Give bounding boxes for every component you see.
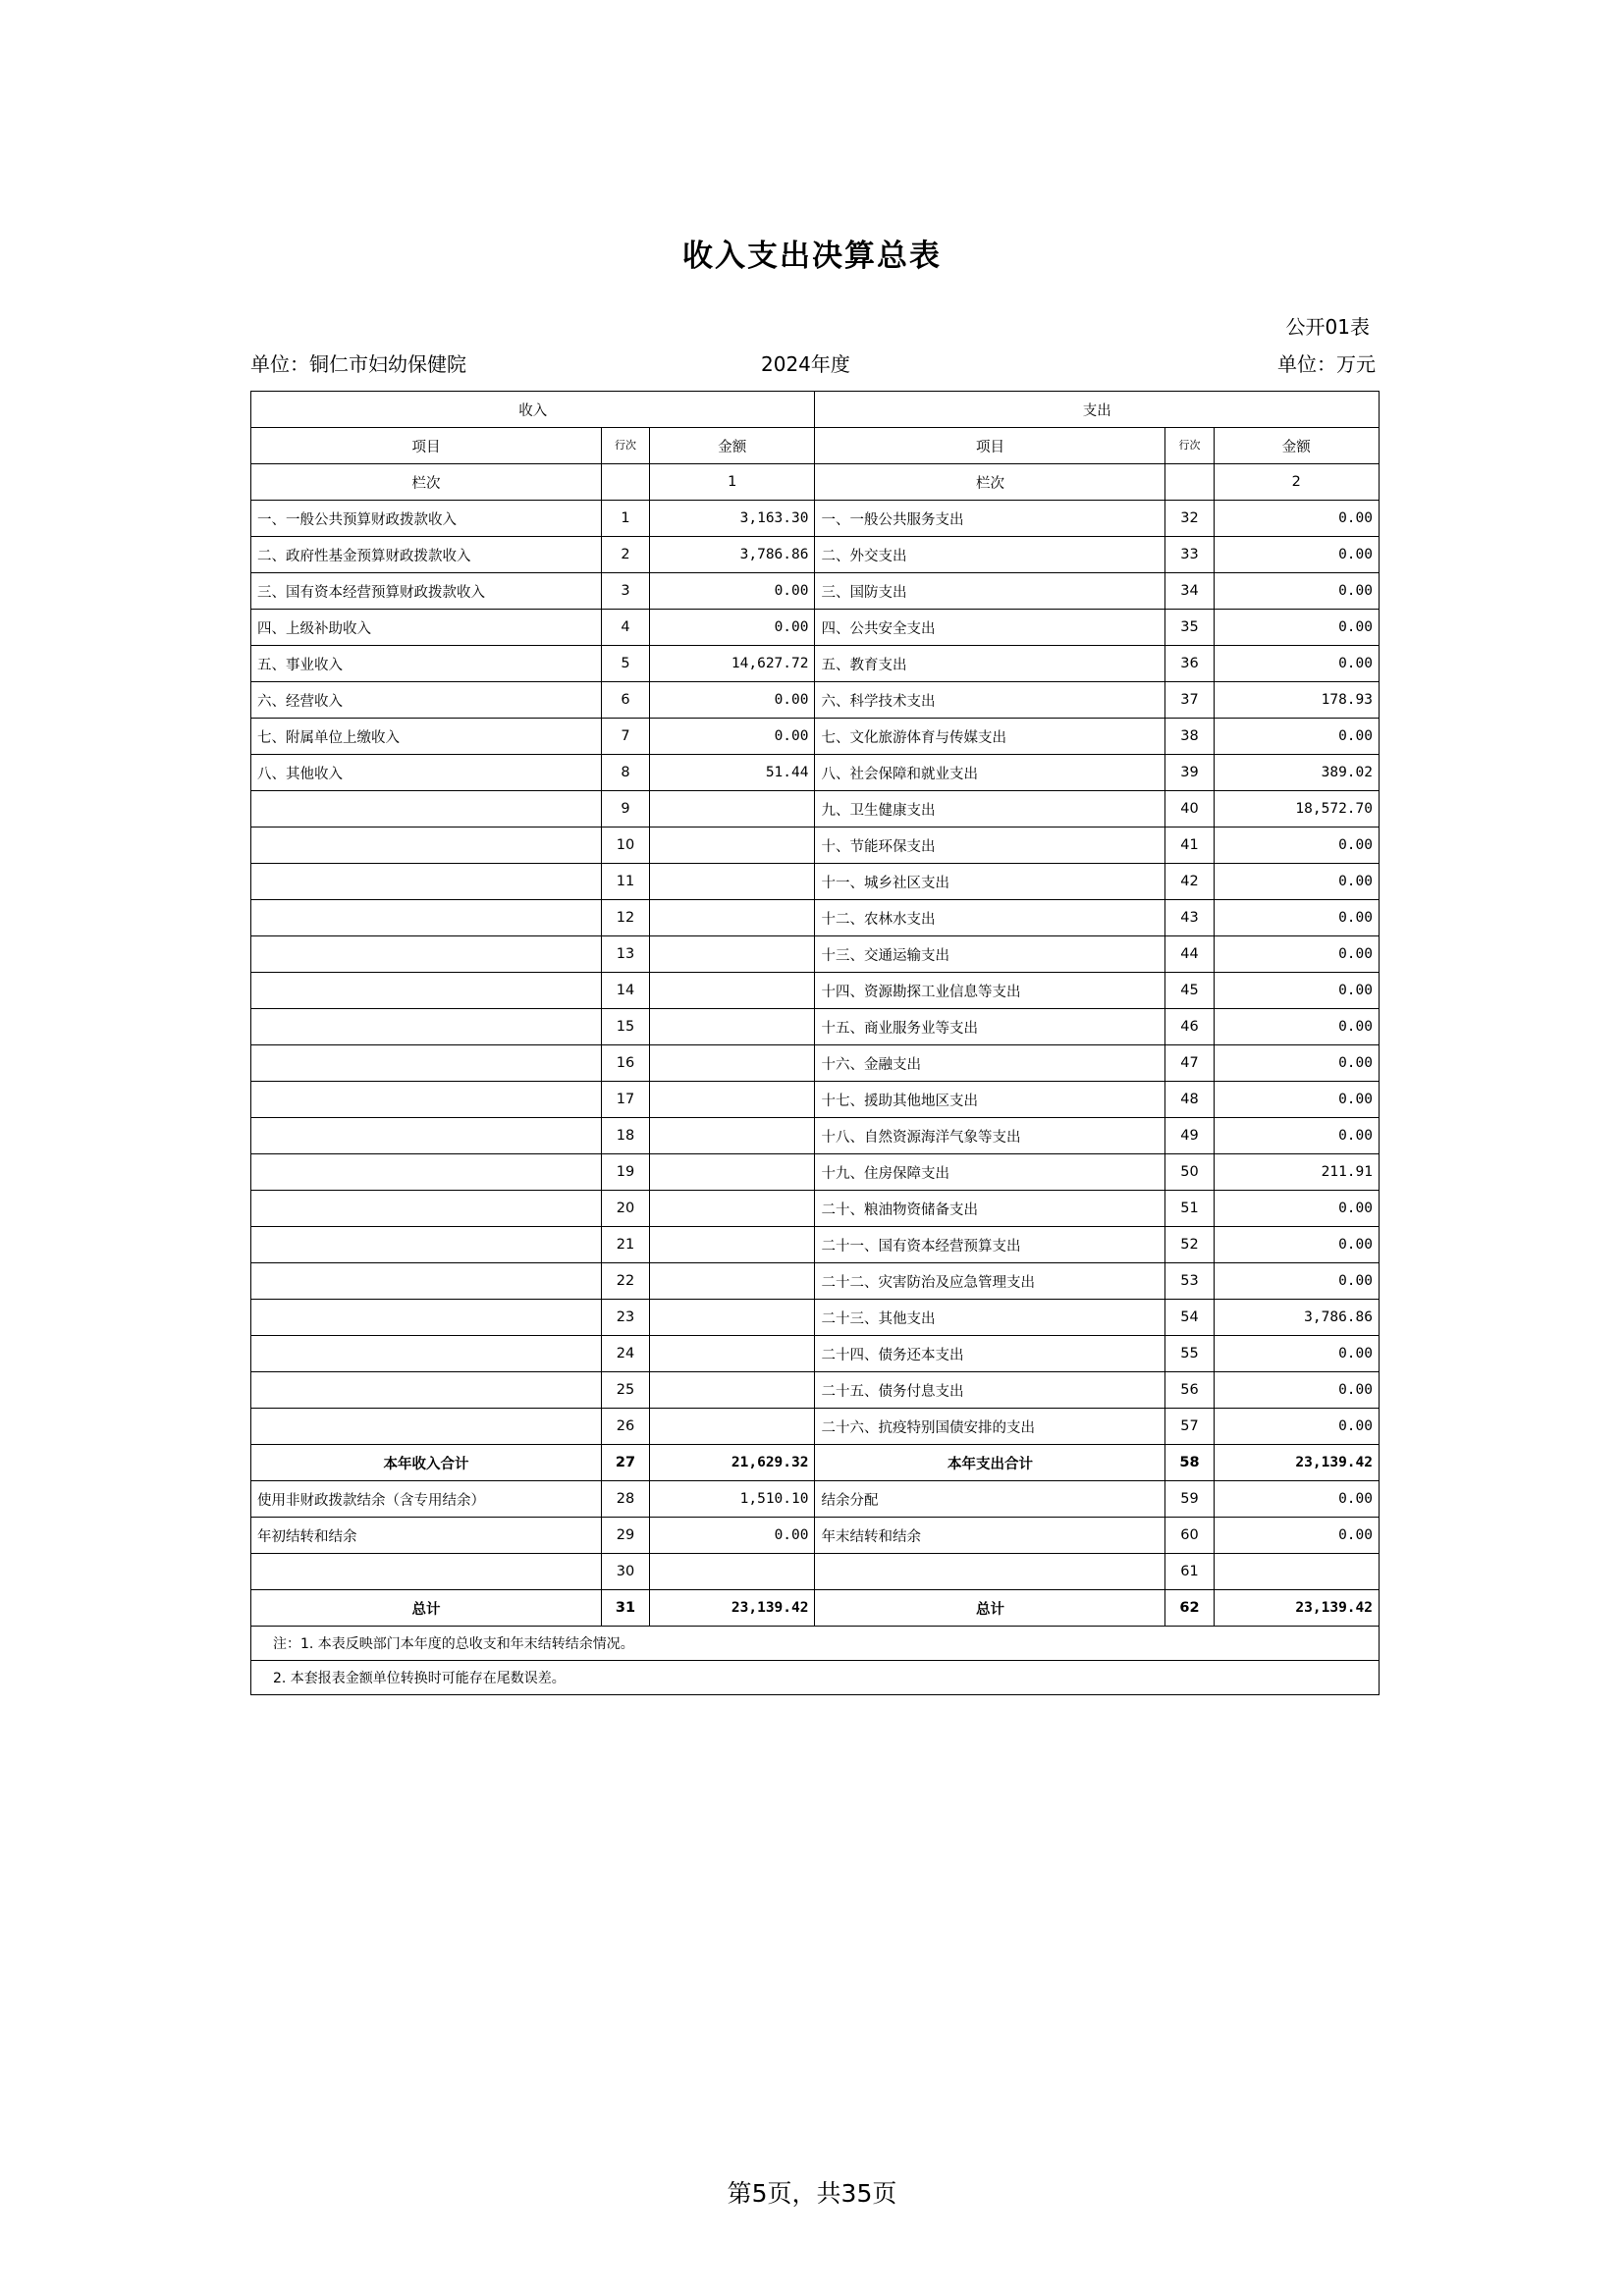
expense-item-cell: 十五、商业服务业等支出 — [815, 1009, 1165, 1045]
income-lineno-cell: 3 — [601, 573, 649, 610]
table-row — [251, 973, 1380, 1009]
expense-lineno-cell: 62 — [1165, 1590, 1214, 1627]
income-item-cell — [251, 1118, 602, 1154]
organization-label: 单位：铜仁市妇幼保健院 — [250, 352, 466, 376]
income-amount-cell: 0.00 — [650, 573, 815, 610]
income-item-cell: 七、附属单位上缴收入 — [251, 719, 602, 755]
table-row — [251, 1590, 1380, 1627]
expense-item-cell: 十二、农林水支出 — [815, 900, 1165, 936]
income-item-cell: 六、经营收入 — [251, 682, 602, 719]
income-item-cell — [251, 828, 602, 864]
expense-section-header: 支出 — [815, 392, 1380, 428]
income-amount-cell — [650, 900, 815, 936]
expense-item-cell: 二、外交支出 — [815, 537, 1165, 573]
expense-amount-cell: 0.00 — [1214, 719, 1379, 755]
expense-amount-cell: 389.02 — [1214, 755, 1379, 791]
table-row — [251, 755, 1380, 791]
expense-amount-cell: 23,139.42 — [1214, 1445, 1379, 1481]
table-row — [251, 1118, 1380, 1154]
table-row — [251, 1372, 1380, 1409]
expense-amount-cell: 211.91 — [1214, 1154, 1379, 1191]
expense-lineno-cell: 47 — [1165, 1045, 1214, 1082]
expense-amount-cell: 0.00 — [1214, 1227, 1379, 1263]
expense-amount-cell: 0.00 — [1214, 1082, 1379, 1118]
income-item-cell: 三、国有资本经营预算财政拨款收入 — [251, 573, 602, 610]
table-row — [251, 1518, 1380, 1554]
expense-lineno-cell: 40 — [1165, 791, 1214, 828]
income-lineno-cell: 19 — [601, 1154, 649, 1191]
expense-column-number: 2 — [1214, 464, 1379, 501]
income-amount-cell — [650, 1372, 815, 1409]
income-lineno-cell: 4 — [601, 610, 649, 646]
income-item-cell: 四、上级补助收入 — [251, 610, 602, 646]
income-lineno-cell: 22 — [601, 1263, 649, 1300]
expense-item-cell: 二十六、抗疫特别国债安排的支出 — [815, 1409, 1165, 1445]
table-row — [251, 1082, 1380, 1118]
expense-lineno-cell: 57 — [1165, 1409, 1214, 1445]
income-amount-cell — [650, 1118, 815, 1154]
income-lineno-cell: 24 — [601, 1336, 649, 1372]
income-item-cell: 总计 — [251, 1590, 602, 1627]
expense-item-cell: 二十四、债务还本支出 — [815, 1336, 1165, 1372]
income-lineno-header: 行次 — [601, 428, 649, 464]
page-footer: 第5页，共35页 — [727, 2179, 897, 2208]
expense-item-cell — [815, 1554, 1165, 1590]
income-lineno-cell: 17 — [601, 1082, 649, 1118]
income-lineno-cell: 15 — [601, 1009, 649, 1045]
income-lineno-cell: 18 — [601, 1118, 649, 1154]
income-item-cell: 年初结转和结余 — [251, 1518, 602, 1554]
income-item-header: 项目 — [251, 428, 602, 464]
income-amount-cell: 21,629.32 — [650, 1445, 815, 1481]
income-amount-cell — [650, 973, 815, 1009]
expense-lineno-cell: 44 — [1165, 936, 1214, 973]
expense-amount-cell: 0.00 — [1214, 900, 1379, 936]
expense-lineno-cell: 43 — [1165, 900, 1214, 936]
expense-lineno-cell: 59 — [1165, 1481, 1214, 1518]
expense-amount-cell: 0.00 — [1214, 1009, 1379, 1045]
expense-item-cell: 七、文化旅游体育与传媒支出 — [815, 719, 1165, 755]
expense-item-cell: 十一、城乡社区支出 — [815, 864, 1165, 900]
income-lineno-cell: 11 — [601, 864, 649, 900]
income-item-cell — [251, 864, 602, 900]
income-item-cell — [251, 1154, 602, 1191]
income-lineno-cell: 7 — [601, 719, 649, 755]
income-amount-cell — [650, 1263, 815, 1300]
income-amount-cell — [650, 1191, 815, 1227]
expense-amount-cell: 0.00 — [1214, 1045, 1379, 1082]
expense-amount-cell: 3,786.86 — [1214, 1300, 1379, 1336]
expense-amount-cell: 0.00 — [1214, 936, 1379, 973]
income-amount-cell — [650, 1336, 815, 1372]
expense-amount-cell — [1214, 1554, 1379, 1590]
table-row — [251, 1263, 1380, 1300]
expense-item-cell: 十六、金融支出 — [815, 1045, 1165, 1082]
income-amount-cell — [650, 1300, 815, 1336]
table-row — [251, 1191, 1380, 1227]
expense-lineno-cell: 32 — [1165, 501, 1214, 537]
expense-lineno-cell: 52 — [1165, 1227, 1214, 1263]
income-amount-cell — [650, 1082, 815, 1118]
income-item-cell — [251, 1009, 602, 1045]
income-amount-cell — [650, 1045, 815, 1082]
expense-lineno-cell: 39 — [1165, 755, 1214, 791]
expense-lineno-cell: 50 — [1165, 1154, 1214, 1191]
income-item-cell — [251, 1263, 602, 1300]
table-row — [251, 1409, 1380, 1445]
expense-item-cell: 九、卫生健康支出 — [815, 791, 1165, 828]
expense-amount-cell: 0.00 — [1214, 973, 1379, 1009]
expense-item-cell: 十七、援助其他地区支出 — [815, 1082, 1165, 1118]
table-row — [251, 646, 1380, 682]
expense-amount-cell: 0.00 — [1214, 1372, 1379, 1409]
expense-amount-cell: 0.00 — [1214, 1191, 1379, 1227]
table-row — [251, 1445, 1380, 1481]
income-lineno-cell: 30 — [601, 1554, 649, 1590]
expense-lineno-cell: 35 — [1165, 610, 1214, 646]
income-column-number: 1 — [650, 464, 815, 501]
expense-amount-cell: 0.00 — [1214, 1336, 1379, 1372]
expense-item-cell: 一、一般公共服务支出 — [815, 501, 1165, 537]
table-section-header-row — [251, 392, 1380, 428]
table-row — [251, 1227, 1380, 1263]
table-row — [251, 1336, 1380, 1372]
income-amount-cell — [650, 1009, 815, 1045]
table-row — [251, 1300, 1380, 1336]
income-item-cell — [251, 1300, 602, 1336]
expense-lineno-cell: 56 — [1165, 1372, 1214, 1409]
income-item-cell — [251, 1336, 602, 1372]
income-amount-cell: 23,139.42 — [650, 1590, 815, 1627]
expense-item-cell: 八、社会保障和就业支出 — [815, 755, 1165, 791]
form-code-label: 公开01表 — [1285, 315, 1370, 339]
expense-lineno-cell: 36 — [1165, 646, 1214, 682]
expense-amount-cell: 0.00 — [1214, 1481, 1379, 1518]
income-item-cell — [251, 936, 602, 973]
table-row — [251, 1009, 1380, 1045]
table-row — [251, 573, 1380, 610]
expense-item-cell: 十八、自然资源海洋气象等支出 — [815, 1118, 1165, 1154]
expense-item-header: 项目 — [815, 428, 1165, 464]
expense-lineno-cell: 48 — [1165, 1082, 1214, 1118]
table-row — [251, 791, 1380, 828]
income-lineno-cell: 14 — [601, 973, 649, 1009]
income-item-cell: 一、一般公共预算财政拨款收入 — [251, 501, 602, 537]
expense-lineno-cell: 53 — [1165, 1263, 1214, 1300]
expense-item-cell: 十九、住房保障支出 — [815, 1154, 1165, 1191]
expense-item-cell: 十、节能环保支出 — [815, 828, 1165, 864]
income-amount-cell — [650, 1554, 815, 1590]
income-lineno-cell: 16 — [601, 1045, 649, 1082]
expense-amount-cell: 0.00 — [1214, 537, 1379, 573]
income-lineno-cell: 2 — [601, 537, 649, 573]
income-amount-cell: 0.00 — [650, 682, 815, 719]
income-amount-cell — [650, 1154, 815, 1191]
budget-summary-table — [250, 391, 1380, 1627]
expense-lineno-cell: 46 — [1165, 1009, 1214, 1045]
income-item-cell — [251, 791, 602, 828]
income-item-cell — [251, 1409, 602, 1445]
note-row — [251, 1627, 1380, 1661]
expense-amount-cell: 0.00 — [1214, 610, 1379, 646]
income-item-cell — [251, 1191, 602, 1227]
table-row — [251, 900, 1380, 936]
income-item-cell: 使用非财政拨款结余（含专用结余） — [251, 1481, 602, 1518]
income-item-cell — [251, 1372, 602, 1409]
income-lineno-cell: 9 — [601, 791, 649, 828]
income-amount-cell — [650, 864, 815, 900]
income-amount-cell: 3,163.30 — [650, 501, 815, 537]
income-amount-cell — [650, 791, 815, 828]
expense-amount-cell: 18,572.70 — [1214, 791, 1379, 828]
expense-amount-cell: 0.00 — [1214, 1409, 1379, 1445]
income-lineno-cell: 28 — [601, 1481, 649, 1518]
income-section-header: 收入 — [251, 392, 815, 428]
expense-lineno-cell: 38 — [1165, 719, 1214, 755]
income-item-cell — [251, 973, 602, 1009]
expense-item-cell: 十四、资源勘探工业信息等支出 — [815, 973, 1165, 1009]
income-lineno-cell: 6 — [601, 682, 649, 719]
income-amount-cell — [650, 828, 815, 864]
table-column-number-row — [251, 464, 1380, 501]
income-lineno-cell: 1 — [601, 501, 649, 537]
table-row — [251, 864, 1380, 900]
expense-column-label: 栏次 — [815, 464, 1165, 501]
expense-amount-header: 金额 — [1214, 428, 1379, 464]
expense-lineno-cell: 37 — [1165, 682, 1214, 719]
expense-lineno-cell: 54 — [1165, 1300, 1214, 1336]
income-lineno-cell: 31 — [601, 1590, 649, 1627]
expense-lineno-cell: 45 — [1165, 973, 1214, 1009]
expense-item-cell: 二十三、其他支出 — [815, 1300, 1165, 1336]
income-item-cell — [251, 1554, 602, 1590]
document-meta — [250, 348, 1380, 378]
income-item-cell — [251, 900, 602, 936]
income-column-label: 栏次 — [251, 464, 602, 501]
table-row — [251, 537, 1380, 573]
expense-amount-cell: 0.00 — [1214, 501, 1379, 537]
income-lineno-cell: 20 — [601, 1191, 649, 1227]
expense-amount-cell: 0.00 — [1214, 573, 1379, 610]
table-row — [251, 682, 1380, 719]
income-amount-cell: 1,510.10 — [650, 1481, 815, 1518]
income-amount-cell: 14,627.72 — [650, 646, 815, 682]
expense-item-cell: 二十二、灾害防治及应急管理支出 — [815, 1263, 1165, 1300]
expense-lineno-cell: 55 — [1165, 1336, 1214, 1372]
income-amount-header: 金额 — [650, 428, 815, 464]
expense-amount-cell: 0.00 — [1214, 828, 1379, 864]
table-row — [251, 719, 1380, 755]
expense-amount-cell: 178.93 — [1214, 682, 1379, 719]
income-item-cell — [251, 1082, 602, 1118]
income-amount-cell — [650, 1227, 815, 1263]
expense-amount-cell: 0.00 — [1214, 646, 1379, 682]
income-item-cell — [251, 1045, 602, 1082]
expense-item-cell: 四、公共安全支出 — [815, 610, 1165, 646]
expense-item-cell: 二十一、国有资本经营预算支出 — [815, 1227, 1165, 1263]
expense-amount-cell: 23,139.42 — [1214, 1590, 1379, 1627]
income-lineno-cell: 10 — [601, 828, 649, 864]
income-amount-cell: 0.00 — [650, 719, 815, 755]
table-row — [251, 1554, 1380, 1590]
income-lineno-cell: 21 — [601, 1227, 649, 1263]
expense-item-cell: 二十五、债务付息支出 — [815, 1372, 1165, 1409]
expense-lineno-cell: 49 — [1165, 1118, 1214, 1154]
expense-amount-cell: 0.00 — [1214, 1263, 1379, 1300]
expense-item-cell: 十三、交通运输支出 — [815, 936, 1165, 973]
expense-lineno-cell: 42 — [1165, 864, 1214, 900]
income-lineno-cell: 8 — [601, 755, 649, 791]
income-lineno-cell: 23 — [601, 1300, 649, 1336]
income-lineno-cell: 13 — [601, 936, 649, 973]
income-amount-cell — [650, 1409, 815, 1445]
expense-item-cell: 三、国防支出 — [815, 573, 1165, 610]
table-row — [251, 936, 1380, 973]
income-lineno-cell: 12 — [601, 900, 649, 936]
income-lineno-cell: 26 — [601, 1409, 649, 1445]
page-title: 收入支出决算总表 — [682, 239, 942, 274]
expense-item-cell: 二十、粮油物资储备支出 — [815, 1191, 1165, 1227]
income-item-cell: 二、政府性基金预算财政拨款收入 — [251, 537, 602, 573]
expense-item-cell: 总计 — [815, 1590, 1165, 1627]
expense-amount-cell: 0.00 — [1214, 1118, 1379, 1154]
income-item-cell — [251, 1227, 602, 1263]
amount-unit-label: 单位：万元 — [1277, 352, 1376, 376]
expense-lineno-cell: 51 — [1165, 1191, 1214, 1227]
fiscal-year-label: 2024年度 — [761, 352, 850, 376]
expense-lineno-blank — [1165, 464, 1214, 501]
expense-lineno-cell: 41 — [1165, 828, 1214, 864]
table-row — [251, 828, 1380, 864]
income-amount-cell: 51.44 — [650, 755, 815, 791]
table-row — [251, 1045, 1380, 1082]
income-amount-cell: 3,786.86 — [650, 537, 815, 573]
income-lineno-cell: 5 — [601, 646, 649, 682]
income-lineno-blank — [601, 464, 649, 501]
expense-amount-cell: 0.00 — [1214, 1518, 1379, 1554]
expense-item-cell: 六、科学技术支出 — [815, 682, 1165, 719]
table-column-header-row — [251, 428, 1380, 464]
note-text: 注：1. 本表反映部门本年度的总收支和年末结转结余情况。 — [251, 1627, 1380, 1661]
income-lineno-cell: 29 — [601, 1518, 649, 1554]
expense-item-cell: 五、教育支出 — [815, 646, 1165, 682]
income-amount-cell — [650, 936, 815, 973]
expense-item-cell: 年末结转和结余 — [815, 1518, 1165, 1554]
note-row — [251, 1661, 1380, 1695]
expense-lineno-cell: 33 — [1165, 537, 1214, 573]
table-row — [251, 610, 1380, 646]
expense-item-cell: 本年支出合计 — [815, 1445, 1165, 1481]
expense-lineno-header: 行次 — [1165, 428, 1214, 464]
table-row — [251, 501, 1380, 537]
expense-lineno-cell: 58 — [1165, 1445, 1214, 1481]
income-lineno-cell: 25 — [601, 1372, 649, 1409]
income-item-cell: 本年收入合计 — [251, 1445, 602, 1481]
income-item-cell: 五、事业收入 — [251, 646, 602, 682]
table-notes — [250, 1627, 1380, 1695]
expense-item-cell: 结余分配 — [815, 1481, 1165, 1518]
income-item-cell: 八、其他收入 — [251, 755, 602, 791]
expense-amount-cell: 0.00 — [1214, 864, 1379, 900]
income-lineno-cell: 27 — [601, 1445, 649, 1481]
income-amount-cell: 0.00 — [650, 1518, 815, 1554]
expense-lineno-cell: 34 — [1165, 573, 1214, 610]
table-row — [251, 1481, 1380, 1518]
income-amount-cell: 0.00 — [650, 610, 815, 646]
expense-lineno-cell: 61 — [1165, 1554, 1214, 1590]
expense-lineno-cell: 60 — [1165, 1518, 1214, 1554]
table-row — [251, 1154, 1380, 1191]
note-text: 2. 本套报表金额单位转换时可能存在尾数误差。 — [251, 1661, 1380, 1695]
